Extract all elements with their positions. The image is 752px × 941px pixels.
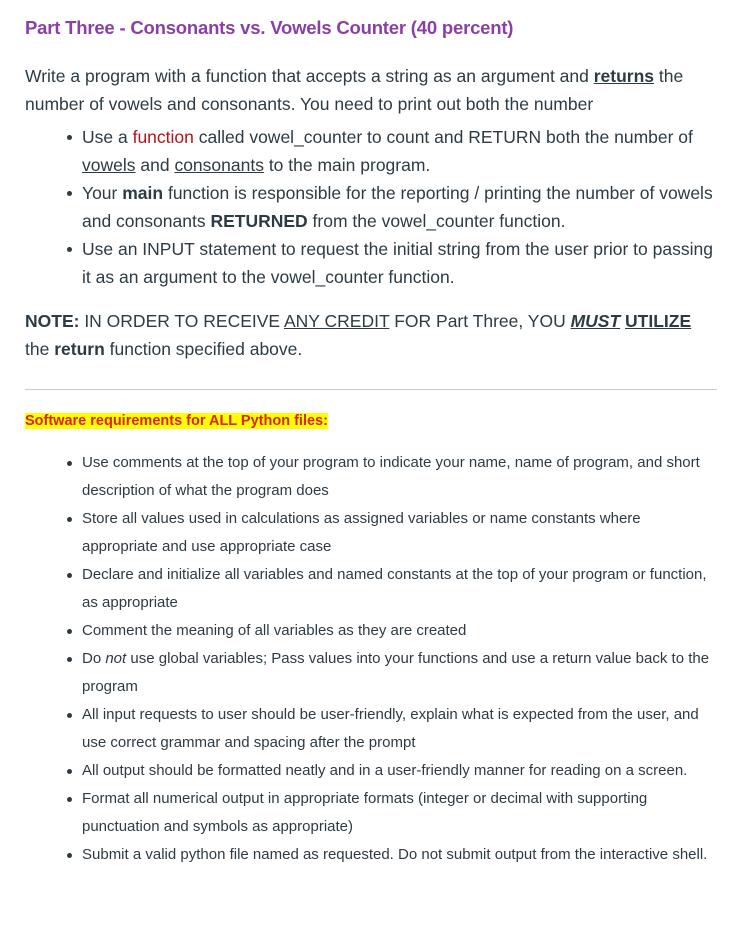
note-label: NOTE: [25, 311, 80, 331]
return-emphasis: return [54, 339, 105, 359]
requirement-item: Declare and initialize all variables and named constants at the top of your program or function, as appropriate [82, 561, 717, 617]
main-emphasis: main [122, 183, 164, 203]
intro-text-before: Write a program with a function that accepts a string as an argument and [25, 66, 594, 86]
section-divider [25, 389, 717, 390]
note-paragraph [25, 307, 717, 363]
note-text: the [25, 339, 55, 359]
requirements-heading [25, 411, 717, 431]
requirement-item: Comment the meaning of all variables as they are created [82, 617, 717, 645]
consonants-emphasis: consonants [174, 155, 264, 175]
requirement-item-global-variables [82, 645, 717, 701]
must-emphasis: MUST [570, 311, 621, 331]
utilize-emphasis: UTILIZE [625, 311, 692, 331]
note-text: FOR Part Three, YOU [389, 311, 571, 331]
requirement-item: Submit a valid python file named as requested. Do not submit output from the interactive shell. [82, 841, 717, 869]
note-text: function specified above. [104, 339, 303, 359]
instruction-item-function [82, 123, 717, 179]
not-emphasis: not [105, 650, 127, 667]
requirement-text: Do [82, 650, 106, 667]
intro-text-after: the number of vowels and consonants. You need to print out both the number [25, 66, 684, 114]
instructions-list [25, 123, 717, 291]
part-title: Part Three - Consonants vs. Vowels Counter (40 percent) [25, 17, 514, 38]
instruction-text: Your [82, 183, 123, 203]
requirements-list [25, 449, 717, 869]
instruction-item-main [82, 179, 717, 235]
requirement-item: Store all values used in calculations as assigned variables or name constants where appropriate and use appropriate case [82, 505, 717, 561]
any-credit-emphasis: ANY CREDIT [284, 311, 390, 331]
vowels-emphasis: vowels [82, 155, 136, 175]
requirement-item: Use comments at the top of your program to indicate your name, name of program, and short description of what the program does [82, 449, 717, 505]
requirements-heading-highlight: Software requirements for ALL Python files: [25, 413, 328, 429]
returned-emphasis: RETURNED [210, 211, 308, 231]
requirement-text: use global variables; Pass values into your functions and use a return value back to the program [82, 650, 710, 695]
requirement-item: All output should be formatted neatly and in a user-friendly manner for reading on a screen. [82, 757, 717, 785]
note-text: IN ORDER TO RECEIVE [79, 311, 284, 331]
instruction-text: function is responsible for the reporting / printing the number of vowels and consonants [82, 183, 713, 231]
instruction-text: Use a [82, 127, 133, 147]
instruction-text: from the vowel_counter function. [307, 211, 566, 231]
intro-paragraph [25, 62, 717, 118]
requirement-item: All input requests to user should be user-friendly, explain what is expected from the user, and use correct grammar and spacing after the prompt [82, 701, 717, 757]
requirement-item: Format all numerical output in appropriate formats (integer or decimal with supporting punctuation and symbols as appropriate) [82, 785, 717, 841]
instruction-text: and [135, 155, 175, 175]
function-emphasis: function [132, 127, 194, 147]
assignment-content [25, 0, 717, 869]
intro-returns-emphasis: returns [593, 66, 655, 86]
instruction-item-input [82, 235, 717, 291]
instruction-text: Use an INPUT statement to request the initial string from the user prior to passing it as an argument to the vowel_counter function. [82, 239, 713, 287]
instruction-text: to the main program. [263, 155, 431, 175]
instruction-text: called vowel_counter to count and RETURN both the number of [193, 127, 693, 147]
